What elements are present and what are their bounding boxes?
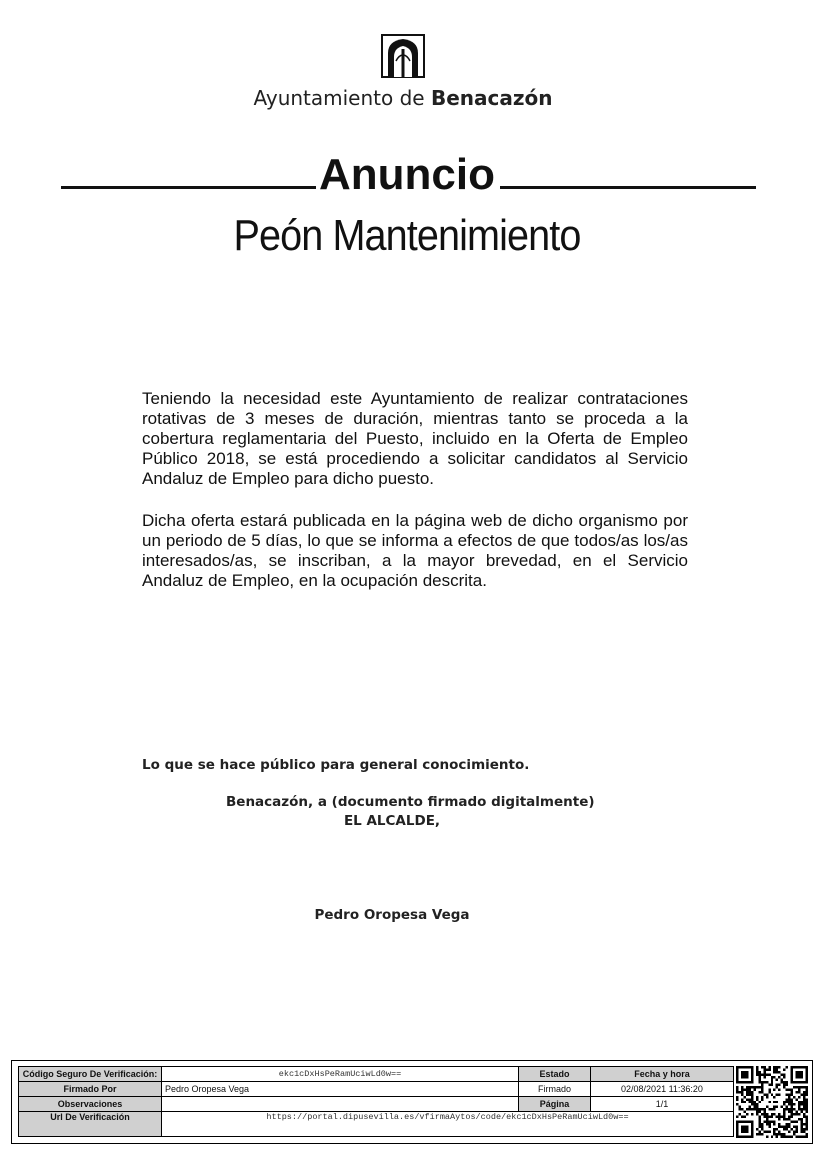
estado-label: Estado: [519, 1067, 591, 1082]
public-notice: Lo que se hace público para general conocimiento.: [142, 757, 530, 773]
url-label: Url De Verificación: [19, 1112, 162, 1137]
observaciones-label: Observaciones: [19, 1097, 162, 1112]
mayor-title: EL ALCALDE,: [343, 813, 441, 829]
observaciones-value: [162, 1097, 519, 1112]
table-row: [19, 1097, 734, 1112]
arch-window-icon: [380, 33, 426, 79]
place-date-line: [226, 794, 595, 810]
date-note: (documento firmado digitalmente): [331, 794, 595, 810]
body-paragraph-2: Dicha oferta estará publicada en la página web de dicho organismo por un periodo de 5 días, lo que se informa a efectos de que todos/as los/as interesados/as, se inscriban, a la mayor brevedad, en el Servicio Andaluz de Empleo, en la ocupación descrita.: [142, 511, 688, 590]
municipality-name: [0, 86, 806, 110]
document-subtitle: Peón Mantenimiento: [233, 211, 581, 260]
table-row: [19, 1082, 734, 1097]
firmado-por-value: Pedro Oropesa Vega: [162, 1082, 519, 1097]
municipality-prefix: Ayuntamiento de: [253, 86, 431, 110]
municipality-bold-name: Benacazón: [430, 86, 553, 110]
url-value[interactable]: https://portal.dipusevilla.es/vfirmaAytos/code/ekc1cDxHsPeRamUciwLd0w==: [162, 1112, 734, 1137]
qr-code-icon: [736, 1066, 808, 1138]
verification-footer: [11, 1060, 813, 1144]
signer-name: Pedro Oropesa Vega: [314, 907, 470, 923]
place: Benacazón, a: [226, 794, 332, 810]
fecha-value: 02/08/2021 11:36:20: [591, 1082, 734, 1097]
estado-value: Firmado: [519, 1082, 591, 1097]
table-row: [19, 1112, 734, 1137]
table-row: [19, 1067, 734, 1082]
csv-value: ekc1cDxHsPeRamUciwLd0w==: [162, 1067, 519, 1082]
document-title: Anuncio: [319, 150, 495, 199]
fecha-label: Fecha y hora: [591, 1067, 734, 1082]
csv-label: Código Seguro De Verificación:: [19, 1067, 162, 1082]
verification-table: [18, 1066, 734, 1137]
pagina-label: Página: [519, 1097, 591, 1112]
pagina-value: 1/1: [591, 1097, 734, 1112]
firmado-por-label: Firmado Por: [19, 1082, 162, 1097]
body-paragraph-1: Teniendo la necesidad este Ayuntamiento de realizar contrataciones rotativas de 3 meses de duración, mientras tanto se proceda a la cobertura reglamentaria del Puesto, incluido en la Oferta de Empleo Público 2018, se está procediendo a solicitar candidatos al Servicio Andaluz de Empleo para dicho puesto.: [142, 389, 688, 488]
